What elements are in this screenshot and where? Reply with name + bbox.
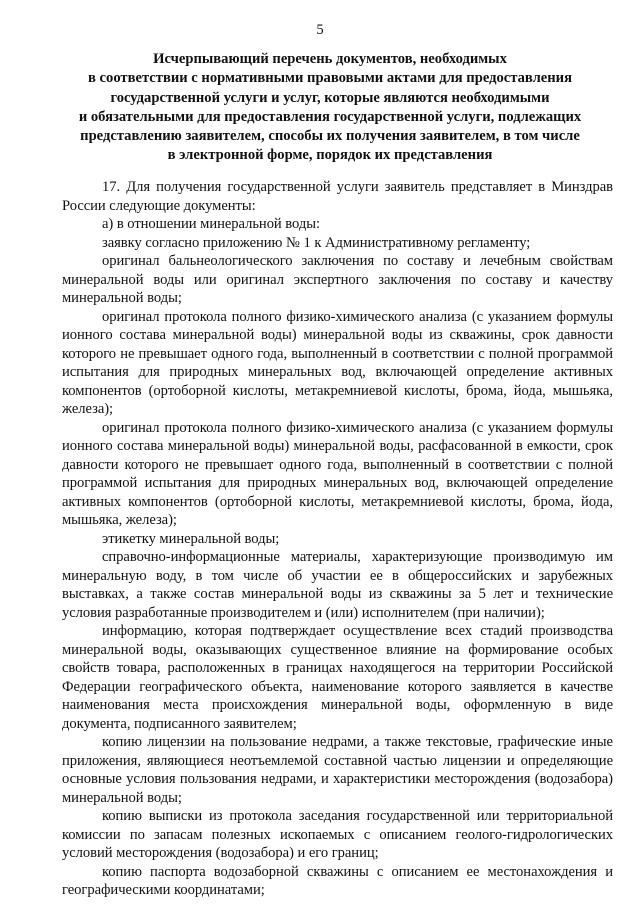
list-item: информацию, которая подтверждает осуществление всех стадий производства минеральной воды, оказывающих существенное влияние на формирование особых свойств товара, расположенных в границах находящегося на территории Российской Федерации географического объекта, наименование которого заявляется в качестве наименования места происхождения минеральной воды, оформленную в виде документа, подписанного заявителем; (62, 623, 613, 732)
list-item: этикетку минеральной воды; (102, 530, 280, 547)
list-item: оригинал бальнеологического заключения по составу и лечебным свойствам минеральной воды или оригинал экспертного заключения по составу и качеству минеральной воды; (62, 253, 613, 306)
heading-line: Исчерпывающий перечень документов, необходимых (153, 51, 507, 67)
list-item: копию выписки из протокола заседания государственной или территориальной комиссии по запасам полезных ископаемых с описанием геолого-гидрологических условий месторождения (водозабора) и его границ; (62, 808, 613, 861)
heading-line: в электронной форме, порядок их представления (167, 147, 493, 164)
heading-line: в соответствии с нормативными правовыми актами для предоставления (88, 70, 572, 87)
list-item: копию лицензии на пользование недрами, а также текстовые, графические иные приложения, являющиеся неотъемлемой составной частью лицензии и определяющие основные условия пользования недрами, и характеристики месторождения (водозабора) минеральной воды; (62, 734, 613, 806)
list-item: оригинал протокола полного физико-химического анализа (с указанием формулы ионного состава минеральной воды) минеральной воды, расфасованной в емкости, срок давности которого не превышает одного года, выполненный в соответствии с полной программой испытания для природных минеральных вод, включающей определение активных компонентов (ортоборной кислоты, метакремниевой кислоты, брома, йода, мышьяка, железа); (62, 419, 613, 528)
list-item: справочно-информационные материалы, характеризующие производимую им минеральную воду, в том числе об участии ее в общероссийских и зарубежных выставках, а также состав минеральной воды из скважины за 5 лет и технические условия разработанные производителем и (или) исполнителем (при наличии); (62, 549, 613, 621)
section-heading (55, 50, 605, 166)
page-number: 5 (316, 22, 324, 38)
heading-line: представлению заявителем, способы их получения заявителем, в том числе (80, 128, 580, 145)
list-item: оригинал протокола полного физико-химического анализа (с указанием формулы ионного состава минеральной воды) минеральной воды из скважины, срок давности которого не превышает одного года, выполненный в соответствии с полной программой испытания для природных минеральных вод, включающей определение активных компонентов (ортоборной кислоты, метакремниевой кислоты, брома, йода, мышьяка, железа); (62, 308, 613, 417)
list-item: заявку согласно приложению № 1 к Административному регламенту; (102, 234, 531, 251)
paragraph-item-17: 17. Для получения государственной услуги заявитель представляет в Минздрав России следующие документы: (62, 179, 613, 214)
heading-line: и обязательными для предоставления государственной услуги, подлежащих (78, 108, 582, 125)
subitem-a-heading: а) в отношении минеральной воды: (102, 216, 320, 232)
list-item: копию паспорта водозаборной скважины с описанием ее местонахождения и географическими координатами; (62, 863, 613, 898)
document-body (62, 178, 613, 900)
heading-line: государственной услуги и услуг, которые являются необходимыми (110, 89, 550, 106)
